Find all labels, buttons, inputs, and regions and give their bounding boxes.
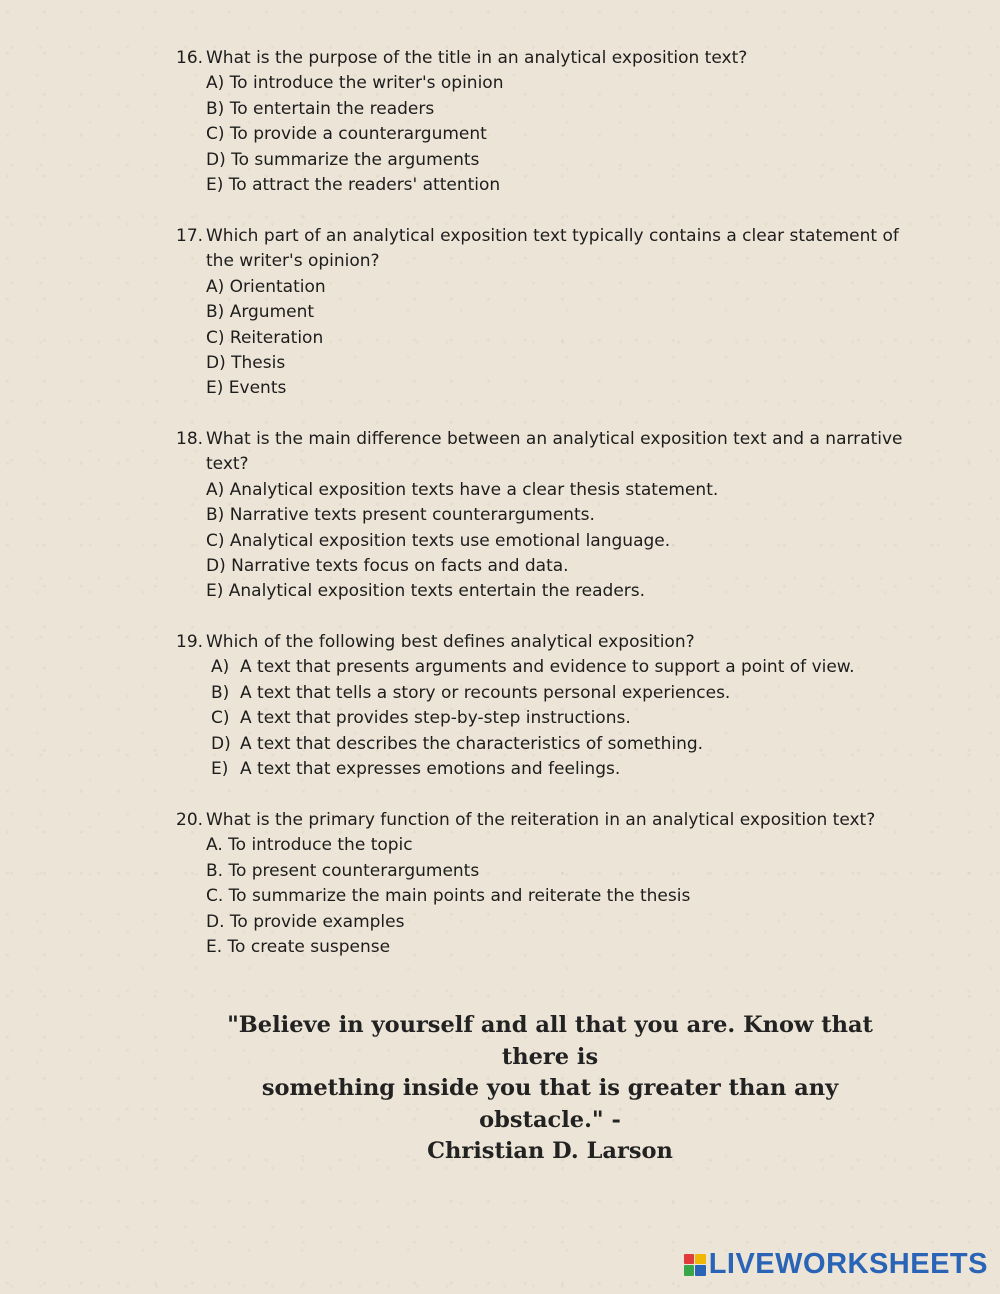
answer-options [176, 71, 906, 198]
question-text: What is the purpose of the title in an analytical exposition text? [206, 48, 748, 68]
logo-tile [695, 1265, 706, 1276]
question-19 [176, 630, 906, 782]
option-text: A text that presents arguments and evidence to support a point of view. [240, 657, 855, 678]
question-text: Which of the following best defines analytical exposition? [206, 632, 695, 652]
question-17 [176, 224, 906, 402]
answer-options [176, 833, 906, 960]
answer-option-a[interactable]: A) Orientation [206, 276, 326, 297]
option-text: A text that expresses emotions and feelings. [240, 759, 621, 780]
question-text: What is the primary function of the reiteration in an analytical exposition text? [206, 810, 876, 830]
option-letter: C) [211, 708, 230, 729]
answer-option-a[interactable]: A) To introduce the writer's opinion [206, 73, 504, 94]
question-number: 20. [176, 810, 204, 830]
motivational-quote [200, 1010, 900, 1168]
answer-option-c[interactable]: C) To provide a counterargument [206, 124, 487, 145]
answer-option-e[interactable]: E) Analytical exposition texts entertain the readers. [206, 581, 646, 602]
answer-option-b[interactable] [206, 681, 906, 706]
question-20 [176, 808, 906, 960]
question-text: What is the main difference between an analytical exposition text and a narrative text? [206, 429, 903, 475]
question-16 [176, 46, 906, 198]
answer-option-b[interactable]: B. To present counterarguments [206, 860, 480, 881]
question-number: 19. [176, 632, 204, 652]
answer-option-d[interactable] [206, 732, 906, 757]
answer-option-d[interactable]: D) Thesis [206, 353, 286, 374]
answer-option-c[interactable]: C. To summarize the main points and reiterate the thesis [206, 886, 691, 907]
liveworksheets-logo-icon [684, 1254, 706, 1276]
quote-author: Christian D. Larson [427, 1138, 673, 1164]
answer-options [176, 655, 906, 782]
answer-option-b[interactable]: B) To entertain the readers [206, 98, 435, 119]
logo-tile [684, 1265, 695, 1276]
logo-tile [695, 1254, 706, 1265]
option-text: A text that describes the characteristics of something. [240, 733, 704, 754]
answer-option-e[interactable]: E. To create suspense [206, 937, 391, 958]
answer-option-d[interactable]: D) To summarize the arguments [206, 149, 480, 170]
option-text: A text that provides step-by-step instructions. [240, 708, 631, 729]
brand-name: LIVEWORKSHEETS [708, 1248, 988, 1280]
answer-option-e[interactable]: E) Events [206, 378, 287, 399]
answer-option-b[interactable]: B) Argument [206, 302, 315, 323]
liveworksheets-brand[interactable] [684, 1248, 988, 1281]
answer-option-d[interactable]: D. To provide examples [206, 911, 405, 932]
question-18 [176, 427, 906, 605]
quote-line: something inside you that is greater than any obstacle." - [261, 1075, 839, 1133]
answer-option-a[interactable] [206, 655, 906, 680]
answer-option-a[interactable]: A. To introduce the topic [206, 835, 413, 856]
answer-option-e[interactable] [206, 757, 906, 782]
option-letter: A) [211, 657, 230, 678]
answer-option-c[interactable]: C) Analytical exposition texts use emotional language. [206, 530, 671, 551]
option-letter: D) [211, 733, 231, 754]
option-text: A text that tells a story or recounts personal experiences. [240, 682, 731, 703]
answer-option-c[interactable]: C) Reiteration [206, 327, 324, 348]
logo-tile [684, 1254, 695, 1265]
answer-option-b[interactable]: B) Narrative texts present counterarguments. [206, 505, 595, 526]
question-number: 17. [176, 226, 204, 246]
question-number: 16. [176, 48, 204, 68]
answer-option-a[interactable]: A) Analytical exposition texts have a clear thesis statement. [206, 479, 719, 500]
option-letter: E) [211, 759, 229, 780]
answer-option-d[interactable]: D) Narrative texts focus on facts and data. [206, 556, 569, 577]
answer-option-e[interactable]: E) To attract the readers' attention [206, 175, 501, 196]
answer-option-c[interactable] [206, 706, 906, 731]
option-letter: B) [211, 682, 230, 703]
answer-options [176, 478, 906, 605]
answer-options [176, 275, 906, 402]
question-text: Which part of an analytical exposition text typically contains a clear statement of the writer's opinion? [206, 226, 899, 272]
quote-line: "Believe in yourself and all that you are. Know that there is [227, 1012, 873, 1070]
question-number: 18. [176, 429, 204, 449]
